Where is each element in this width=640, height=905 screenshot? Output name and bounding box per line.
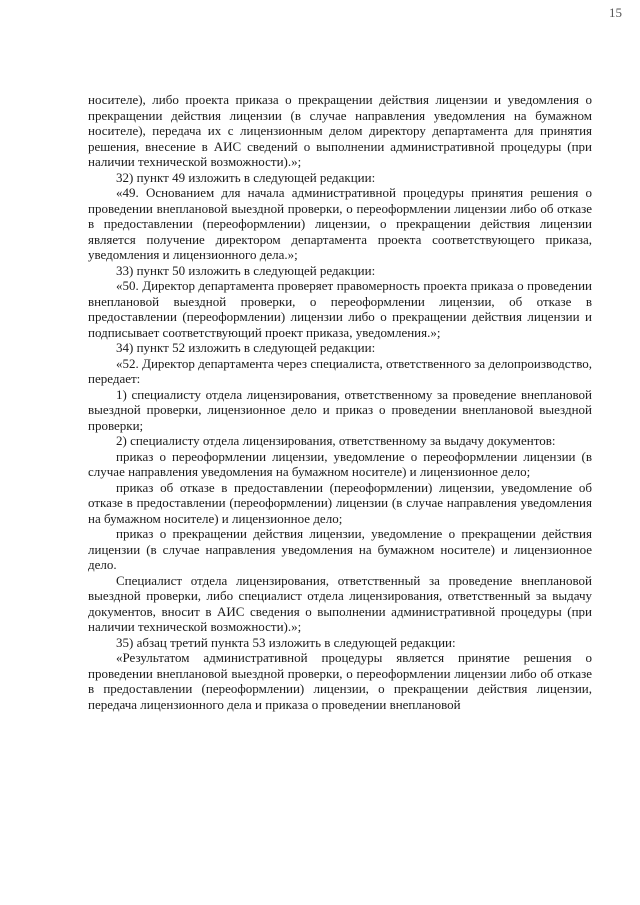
paragraph-4: 33) пункт 50 изложить в следующей редакции:: [116, 262, 376, 278]
paragraph-13: Специалист отдела лицензирования, ответственный за проведение внеплановой выездной проверки, либо специалист отдела лицензирования, ответственный за выдачу документов, вносит в АИС сведения о выполнении административной процедуры (при наличии технической возможности).»;: [88, 572, 592, 634]
paragraph-3: «49. Основанием для начала административной процедуры принятия решения о проведении внеплановой выездной проверки, о переоформлении лицензии либо об отказе в предоставлении (переоформлении) лицензии, о прекращении действия лицензии является получение директором департамента проекта соответствующего приказа, уведомления и лицензионного дела.»;: [88, 185, 592, 262]
paragraph-12: приказ о прекращении действия лицензии, уведомление о прекращении действия лицензии (в случае направления уведомления на бумажном носителе) и лицензионное дело.: [88, 526, 592, 572]
paragraph-6: 34) пункт 52 изложить в следующей редакции:: [116, 340, 376, 355]
paragraph-9: 2) специалисту отдела лицензирования, ответственному за выдачу документов:: [116, 433, 556, 448]
paragraph-10: приказ о переоформлении лицензии, уведомление о переоформлении лицензии (в случае направления уведомления на бумажном носителе) и лицензионное дело;: [88, 448, 592, 479]
paragraph-2: 32) пункт 49 изложить в следующей редакции:: [116, 169, 376, 185]
paragraph-14: 35) абзац третий пункта 53 изложить в следующей редакции:: [116, 634, 456, 650]
paragraph-5: «50. Директор департамента проверяет правомерность проекта приказа о проведении внеплановой выездной проверки, о переоформлении лицензии, об отказе в предоставлении (переоформлении) лицензии либо о прекращении действия лицензии и подписывает соответствующий проект приказа, уведомления.»;: [88, 278, 592, 340]
paragraph-1: носителе), либо проекта приказа о прекращении действия лицензии и уведомления о прекращении действия лицензии (в случае направления уведомления на бумажном носителе), передача их с лицензионным делом директору департамента для принятия решения, внесение в АИС сведений о выполнении административной процедуры (при наличии технической возможности).»;: [88, 92, 592, 169]
paragraph-7: «52. Директор департамента через специалиста, ответственного за делопроизводство, передает:: [88, 355, 592, 386]
paragraph-8: 1) специалисту отдела лицензирования, ответственному за проведение внеплановой выездной проверки, лицензионное дело и приказ о проведении внеплановой выездной проверки;: [88, 386, 592, 433]
paragraph-11: приказ об отказе в предоставлении (переоформлении) лицензии, уведомление об отказе в предоставлении (переоформлении) лицензии (в случае направления уведомления на бумажном носителе) и лицензионное дело;: [88, 479, 592, 526]
paragraph-15: «Результатом административной процедуры является принятие решения о проведении внеплановой выездной проверки, о переоформлении лицензии либо об отказе в предоставлении (переоформлении) лицензии, о прекращении действия лицензии, передача лицензионного дела и приказа о проведении внеплановой: [88, 650, 592, 712]
page-number: 15: [609, 5, 622, 20]
document-body: [88, 92, 592, 712]
